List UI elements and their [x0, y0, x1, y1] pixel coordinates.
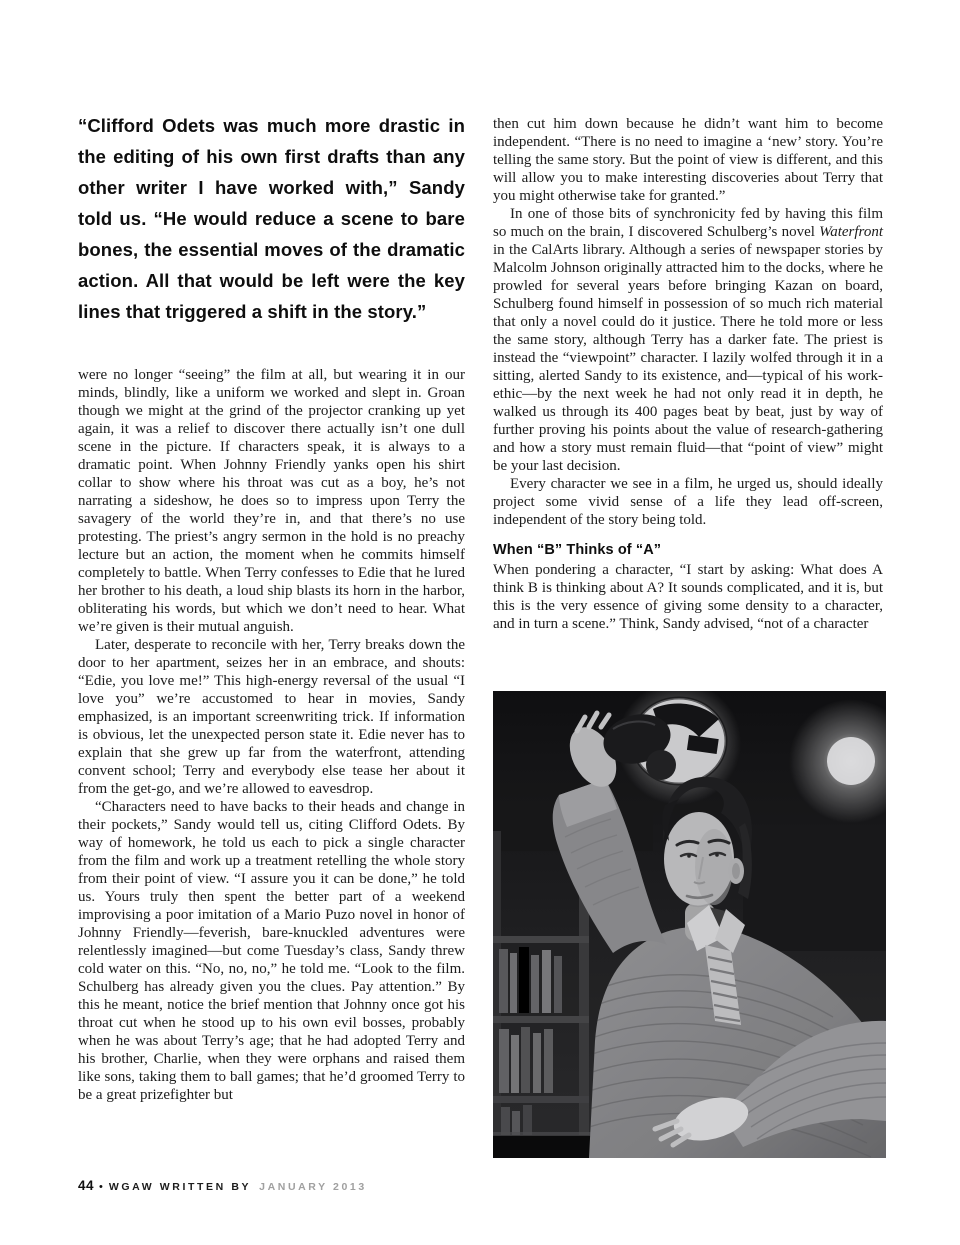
bullet-separator: •	[99, 1181, 103, 1193]
body-paragraph: Every character we see in a film, he urged us, should ideally project some vivid sense of a life they lead off-screen, independent of the story being told.	[493, 476, 883, 528]
body-paragraph: Later, desperate to reconcile with her, Terry breaks down the door to her apartment, seizes her in an embrace, and shouts: “Edie, you love me!” This high-energy reversal of the usual “I love you” we’re accustomed to hear in movies, Sandy emphasized, is an important screenwriting trick. If information is obvious, let the unexpected person state it. Edie never has to explain that she grew up far from the waterfront, attending convent school; Terry and everybody else tease her about it from the get-go, and we’re allowed to eavesdrop.	[78, 637, 465, 797]
footer	[78, 1177, 367, 1195]
paragraph-text: in the CalArts library. Although a series of newspaper stories by Malcolm Johnson originally attracted him to the docks, where he prowled for several years before bringing Kazan on board, Schulberg found himself in possession of so much rich material that only a novel could do it justice. There he told more or less the same story, although Terry has a darker fate. The priest is instead the “viewpoint” character. I lazily wolfed through it in a sitting, alerted Sandy to its existence, and—typical of his work-ethic—by the next week he had not only read it in depth, he walked us through its 400 pages beat by beat, just by way of further proving his points about the value of research-gathering and how a story must remain fluid—that “point of view” might be your last decision.	[493, 242, 883, 474]
body-paragraph: were no longer “seeing” the film at all, but wearing it in our minds, blindly, like a uniform we worked and slept in. Groan though we might at the grind of the projector cranking up yet again, it was a relief to discover there actually isn’t one dull scene in the picture. If characters speak, it is always to a dramatic point. When Johnny Friendly yanks open his shirt collar to show where his throat was cut as a boy, he’s not narrating a sideshow, he does so to impress upon Terry the savagery of the world they’re in, and that there’s no use protesting. The priest’s angry sermon in the hold is no preachy lecture but an action, the moment when he commits himself completely to battle. When Terry confesses to Edie that he lured her brother to his death, a loud ship blasts its horn in the harbor, obliterating his words, but which we don’t need to hear. What we’re given is their mutual anguish.	[78, 367, 465, 635]
issue-date: JANUARY 2013	[259, 1181, 367, 1193]
right-column	[493, 115, 883, 633]
pull-quote: “Clifford Odets was much more drastic in the editing of his own first drafts than any other writer I have worked with,” Sandy told us. “He would reduce a scene to bare bones, the essential moves of the dramatic action. All that would be left were the key lines that triggered a shift in the story.”	[78, 115, 465, 322]
book-title: Waterfront	[819, 224, 883, 240]
film-still-illustration	[493, 691, 886, 1158]
page-number: 44	[78, 1178, 95, 1193]
body-paragraph: When pondering a character, “I start by asking: What does A think B is thinking about A? It sounds complicated, and it is, but this is the very essence of giving some density to a character, and in turn a scene.” Think, Sandy advised, “not of a character	[493, 562, 883, 632]
film-still-photo	[493, 691, 886, 1158]
paragraph-text: In one of those bits of synchronicity fed by having this film so much on the brain, I discovered Schulberg’s novel	[493, 206, 883, 240]
body-paragraph: “Characters need to have backs to their heads and change in their pockets,” Sandy would tell us, citing Clifford Odets. By way of homework, he told us each to pick a single character from the film and work up a treatment retelling the whole story from their point of view. “I assure you it can be done,” he told us. Yours truly then spent the better part of a weekend improvising a poor imitation of a Mario Puzo novel in honor of Johnny Friendly—feverish, bare-knuckled adventures were relentlessly imagined—but come Tuesday’s class, Sandy threw cold water on this. “No, no, no,” he told me. “Look to the film. Schulberg has already given you the clues. Pay attention.” By this he meant, notice the brief mention that Johnny once got his throat cut when he stood up to his own evil bosses, probably when he was about Terry’s age; that he had adopted Terry and his brother, Charlie, when they were orphans and raised them like sons, taking them to ball games; that he’d groomed Terry to be a great prizefighter but	[78, 799, 465, 1103]
magazine-name: WGAW WRITTEN BY	[108, 1181, 252, 1193]
body-paragraph: then cut him down because he didn’t want him to become independent. “There is no need to imagine a ‘new’ story. You’re telling the same story. But the point of view is different, and this will allow you to make interesting discoveries about Terry that you might otherwise take for granted.”	[493, 116, 883, 204]
section-subhead: When “B” Thinks of “A”	[493, 542, 662, 558]
left-column	[78, 366, 465, 1104]
body-paragraph	[493, 205, 883, 475]
